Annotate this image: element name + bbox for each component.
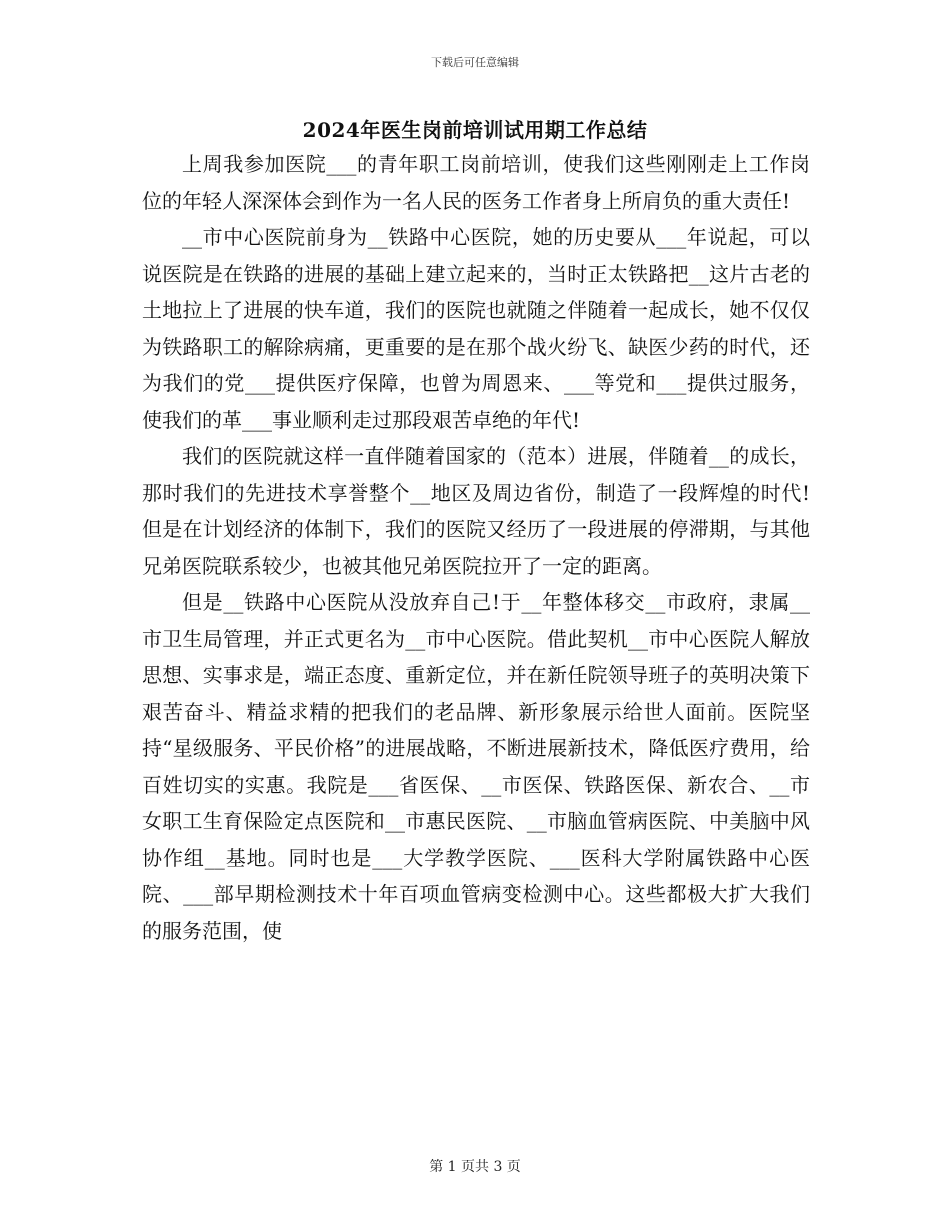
paragraph-4: 但是__铁路中心医院从没放弃自己!于__年整体移交__市政府，隶属__市卫生局管理，并正式更名为__市中心医院。借此契机__市中心医院人解放思想、实事求是，端正态度、重新定位，并在新任院领导班子的英明决策下艰苦奋斗、精益求精的把我们的老品牌、新形象展示给世人面前。医院坚持“星级服务、平民价格”的进展战略，不断进展新技术，降低医疗费用，给百姓切实的实惠。我院是___省医保、__市医保、铁路医保、新农合、__市女职工生育保险定点医院和__市惠民医院、__市脑血管病医院、中美脑中风协作组__基地。同时也是___大学教学医院、___医科大学附属铁路中心医院、___部早期检测技术十年百项血管病变检测中心。这些都极大扩大我们的服务范围，使: [142, 590, 810, 943]
paragraph-2: __市中心医院前身为__铁路中心医院，她的历史要从___年说起，可以说医院是在铁路的进展的基础上建立起来的，当时正太铁路把__这片古老的土地拉上了进展的快车道，我们的医院也就随之伴随着一起成长，她不仅仅为铁路职工的解除病痛，更重要的是在那个战火纷飞、缺医少药的时代，还为我们的党___提供医疗保障，也曾为周恩来、___等党和___提供过服务，使我们的革___事业顺利走过那段艰苦卓绝的年代!: [142, 225, 810, 432]
header-note: 下载后可任意编辑: [431, 56, 519, 69]
paragraph-3: 我们的医院就这样一直伴随着国家的（范本）进展，伴随着__的成长，那时我们的先进技术享誉整个__地区及周边省份，制造了一段辉煌的时代!但是在计划经济的体制下，我们的医院又经历了一段进展的停滞期，与其他兄弟医院联系较少，也被其他兄弟医院拉开了一定的距离。: [142, 444, 810, 578]
paragraph-1: 上周我参加医院___的青年职工岗前培训，使我们这些刚刚走上工作岗位的年轻人深深体会到作为一名人民的医务工作者身上所肩负的重大责任!: [142, 152, 810, 213]
document-title: 2024年医生岗前培训试用期工作总结: [302, 118, 648, 142]
document-body: [142, 146, 810, 949]
page-footer: 第 1 页共 3 页: [429, 1159, 521, 1175]
